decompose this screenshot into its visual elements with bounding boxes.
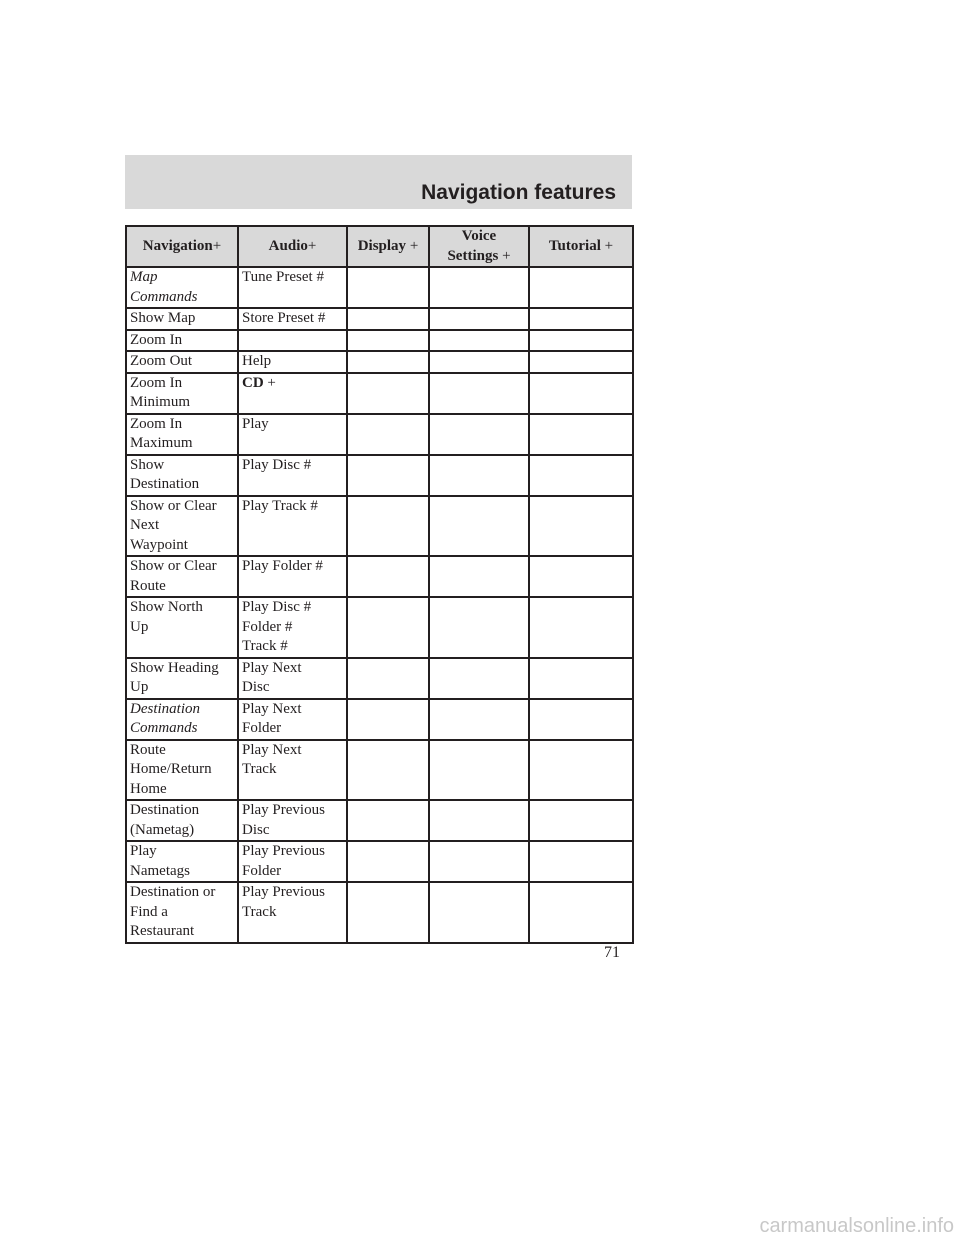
voice-settings-command-cell [429, 740, 529, 801]
tutorial-command-cell [529, 308, 633, 330]
column-header-label: Tutorial [548, 237, 601, 254]
voice-commands-table [125, 225, 634, 944]
voice-settings-command-cell [429, 496, 529, 557]
voice-settings-command-cell [429, 882, 529, 943]
tutorial-command-cell [529, 330, 633, 352]
tutorial-command-cell [529, 496, 633, 557]
audio-command-cell [238, 330, 347, 352]
display-command-cell [347, 308, 429, 330]
navigation-command-cell: Destination (Nametag) [126, 800, 238, 841]
audio-command-cell: Play Disc # [238, 455, 347, 496]
audio-command-cell: Play Previous Folder [238, 841, 347, 882]
display-command-cell [347, 414, 429, 455]
voice-settings-command-cell [429, 455, 529, 496]
table-body [126, 267, 633, 943]
display-command-cell [347, 373, 429, 414]
display-command-cell [347, 267, 429, 308]
table-row [126, 800, 633, 841]
voice-settings-command-cell [429, 597, 529, 658]
table-row [126, 699, 633, 740]
table-row [126, 330, 633, 352]
navigation-command-cell: Zoom In Minimum [126, 373, 238, 414]
table-row [126, 882, 633, 943]
display-command-cell [347, 496, 429, 557]
display-command-cell [347, 800, 429, 841]
tutorial-command-cell [529, 699, 633, 740]
audio-command-cell: Help [238, 351, 347, 373]
tutorial-command-cell [529, 882, 633, 943]
navigation-command-cell: Show or Clear Route [126, 556, 238, 597]
audio-command-cell: Play Folder # [238, 556, 347, 597]
table-row [126, 351, 633, 373]
tutorial-command-cell [529, 373, 633, 414]
table-header-row [126, 226, 633, 267]
column-header-suffix: + [212, 237, 222, 254]
voice-settings-command-cell [429, 841, 529, 882]
tutorial-command-cell [529, 597, 633, 658]
audio-command-cell: Store Preset # [238, 308, 347, 330]
column-header [429, 226, 529, 267]
column-header-suffix: + [498, 247, 511, 264]
navigation-command-cell: Show Destination [126, 455, 238, 496]
tutorial-command-cell [529, 414, 633, 455]
page-number: 71 [604, 944, 620, 961]
table-row [126, 455, 633, 496]
voice-settings-command-cell [429, 414, 529, 455]
navigation-command-cell: Route Home/Return Home [126, 740, 238, 801]
audio-command-cell [238, 373, 347, 414]
voice-settings-command-cell [429, 351, 529, 373]
navigation-command-cell: Show North Up [126, 597, 238, 658]
watermark: carmanualsonline.info [759, 1215, 954, 1237]
display-command-cell [347, 882, 429, 943]
voice-settings-command-cell [429, 800, 529, 841]
section-title: Navigation features [421, 181, 616, 204]
navigation-command-cell: Zoom Out [126, 351, 238, 373]
table-header [126, 226, 633, 267]
tutorial-command-cell [529, 267, 633, 308]
voice-settings-command-cell [429, 330, 529, 352]
navigation-command-cell: Map Commands [126, 267, 238, 308]
voice-settings-command-cell [429, 699, 529, 740]
navigation-command-cell: Destination Commands [126, 699, 238, 740]
tutorial-command-cell [529, 658, 633, 699]
column-header [126, 226, 238, 267]
table-row [126, 556, 633, 597]
table-row [126, 841, 633, 882]
audio-command-cell: Play Next Folder [238, 699, 347, 740]
table-row [126, 496, 633, 557]
navigation-command-cell: Destination or Find a Restaurant [126, 882, 238, 943]
display-command-cell [347, 556, 429, 597]
display-command-cell [347, 455, 429, 496]
audio-command-cell: Play Previous Track [238, 882, 347, 943]
tutorial-command-cell [529, 455, 633, 496]
display-command-cell [347, 740, 429, 801]
column-header-label: Navigation [142, 237, 213, 254]
voice-settings-command-cell [429, 267, 529, 308]
audio-subheading: CD [242, 374, 264, 391]
voice-settings-command-cell [429, 308, 529, 330]
column-header [347, 226, 429, 267]
table-row [126, 740, 633, 801]
column-header-suffix: + [406, 237, 419, 254]
table-row [126, 597, 633, 658]
navigation-command-cell: Show Map [126, 308, 238, 330]
tutorial-command-cell [529, 800, 633, 841]
table-row [126, 658, 633, 699]
display-command-cell [347, 658, 429, 699]
voice-settings-command-cell [429, 658, 529, 699]
navigation-command-cell: Show Heading Up [126, 658, 238, 699]
column-header-suffix: + [600, 237, 614, 254]
navigation-command-cell: Play Nametags [126, 841, 238, 882]
voice-settings-command-cell [429, 556, 529, 597]
navigation-command-cell: Show or Clear Next Waypoint [126, 496, 238, 557]
column-header [238, 226, 347, 267]
audio-command-cell: Play Next Track [238, 740, 347, 801]
table-row [126, 373, 633, 414]
display-command-cell [347, 330, 429, 352]
display-command-cell [347, 699, 429, 740]
display-command-cell [347, 597, 429, 658]
column-header-label: Audio [268, 237, 308, 254]
tutorial-command-cell [529, 351, 633, 373]
section-header-band [125, 155, 632, 209]
audio-command-cell: Play Track # [238, 496, 347, 557]
display-command-cell [347, 841, 429, 882]
table-row [126, 267, 633, 308]
column-header-label: Display [357, 237, 407, 254]
audio-subheading-suffix: + [263, 374, 276, 391]
column-header-suffix: + [307, 237, 317, 254]
audio-command-cell: Tune Preset # [238, 267, 347, 308]
tutorial-command-cell [529, 841, 633, 882]
audio-command-cell: Play Previous Disc [238, 800, 347, 841]
table-row [126, 414, 633, 455]
display-command-cell [347, 351, 429, 373]
column-header-label: Voice Settings [447, 228, 499, 264]
audio-command-cell: Play Disc # Folder # Track # [238, 597, 347, 658]
column-header [529, 226, 633, 267]
tutorial-command-cell [529, 556, 633, 597]
navigation-command-cell: Zoom In [126, 330, 238, 352]
table-row [126, 308, 633, 330]
navigation-command-cell: Zoom In Maximum [126, 414, 238, 455]
tutorial-command-cell [529, 740, 633, 801]
audio-command-cell: Play Next Disc [238, 658, 347, 699]
voice-settings-command-cell [429, 373, 529, 414]
audio-command-cell: Play [238, 414, 347, 455]
